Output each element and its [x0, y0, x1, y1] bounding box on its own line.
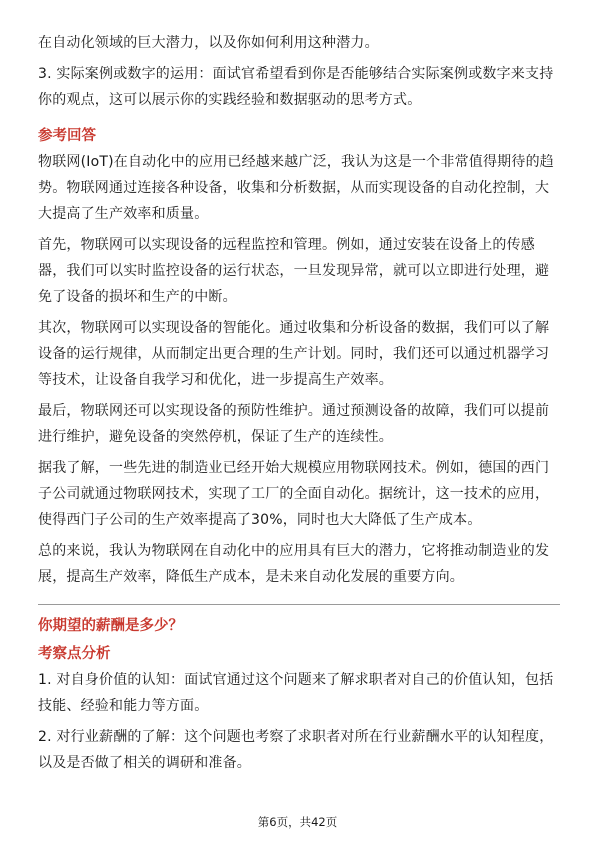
answer-paragraph: 总的来说，我认为物联网在自动化中的应用具有巨大的潜力，它将推动制造业的发展，提高生产效率，降低生产成本，是未来自动化发展的重要方向。: [38, 543, 550, 585]
section-divider: [38, 604, 560, 605]
page-number-footer: 第6页，共42页: [257, 815, 338, 829]
answer-paragraph: 首先，物联网可以实现设备的远程监控和管理。例如，通过安装在设备上的传感器，我们可以实时监控设备的运行状态，一旦发现异常，就可以立即进行处理，避免了设备的损坏和生产的中断。: [38, 237, 550, 305]
analysis-point-3: 3. 实际案例或数字的运用：面试官希望看到你是否能够结合实际案例或数字来支持你的观点，这可以展示你的实践经验和数据驱动的思考方式。: [38, 66, 554, 108]
answer-paragraph: 最后，物联网还可以实现设备的预防性维护。通过预测设备的故障，我们可以提前进行维护，避免设备的突然停机，保证了生产的连续性。: [38, 403, 550, 445]
question-title: 你期望的薪酬是多少？: [38, 618, 183, 634]
answer-paragraph: 据我了解，一些先进的制造业已经开始大规模应用物联网技术。例如，德国的西门子公司就通过物联网技术，实现了工厂的全面自动化。据统计，这一技术的应用，使得西门子公司的生产效率提高了30%，同时也大大降低了生产成本。: [38, 460, 550, 528]
document-page: [38, 30, 560, 776]
analysis-heading: 考察点分析: [38, 646, 111, 662]
reference-answer-heading: 参考回答: [38, 128, 96, 144]
intro-continuation: 在自动化领域的巨大潜力，以及你如何利用这种潜力。: [38, 35, 379, 51]
reference-answer-body: [38, 149, 560, 590]
analysis-point-2: 2. 对行业薪酬的了解：这个问题也考察了求职者对所在行业薪酬水平的认知程度，以及是否做了相关的调研和准备。: [38, 729, 554, 771]
answer-paragraph: 物联网(IoT)在自动化中的应用已经越来越广泛，我认为这是一个非常值得期待的趋势。物联网通过连接各种设备，收集和分析数据，从而实现设备的自动化控制，大大提高了生产效率和质量。: [38, 154, 554, 222]
answer-paragraph: 其次，物联网可以实现设备的智能化。通过收集和分析设备的数据，我们可以了解设备的运行规律，从而制定出更合理的生产计划。同时，我们还可以通过机器学习等技术，让设备自我学习和优化，进一步提高生产效率。: [38, 320, 550, 388]
analysis-point-1: 1. 对自身价值的认知：面试官通过这个问题来了解求职者对自己的价值认知，包括技能、经验和能力等方面。: [38, 672, 554, 714]
